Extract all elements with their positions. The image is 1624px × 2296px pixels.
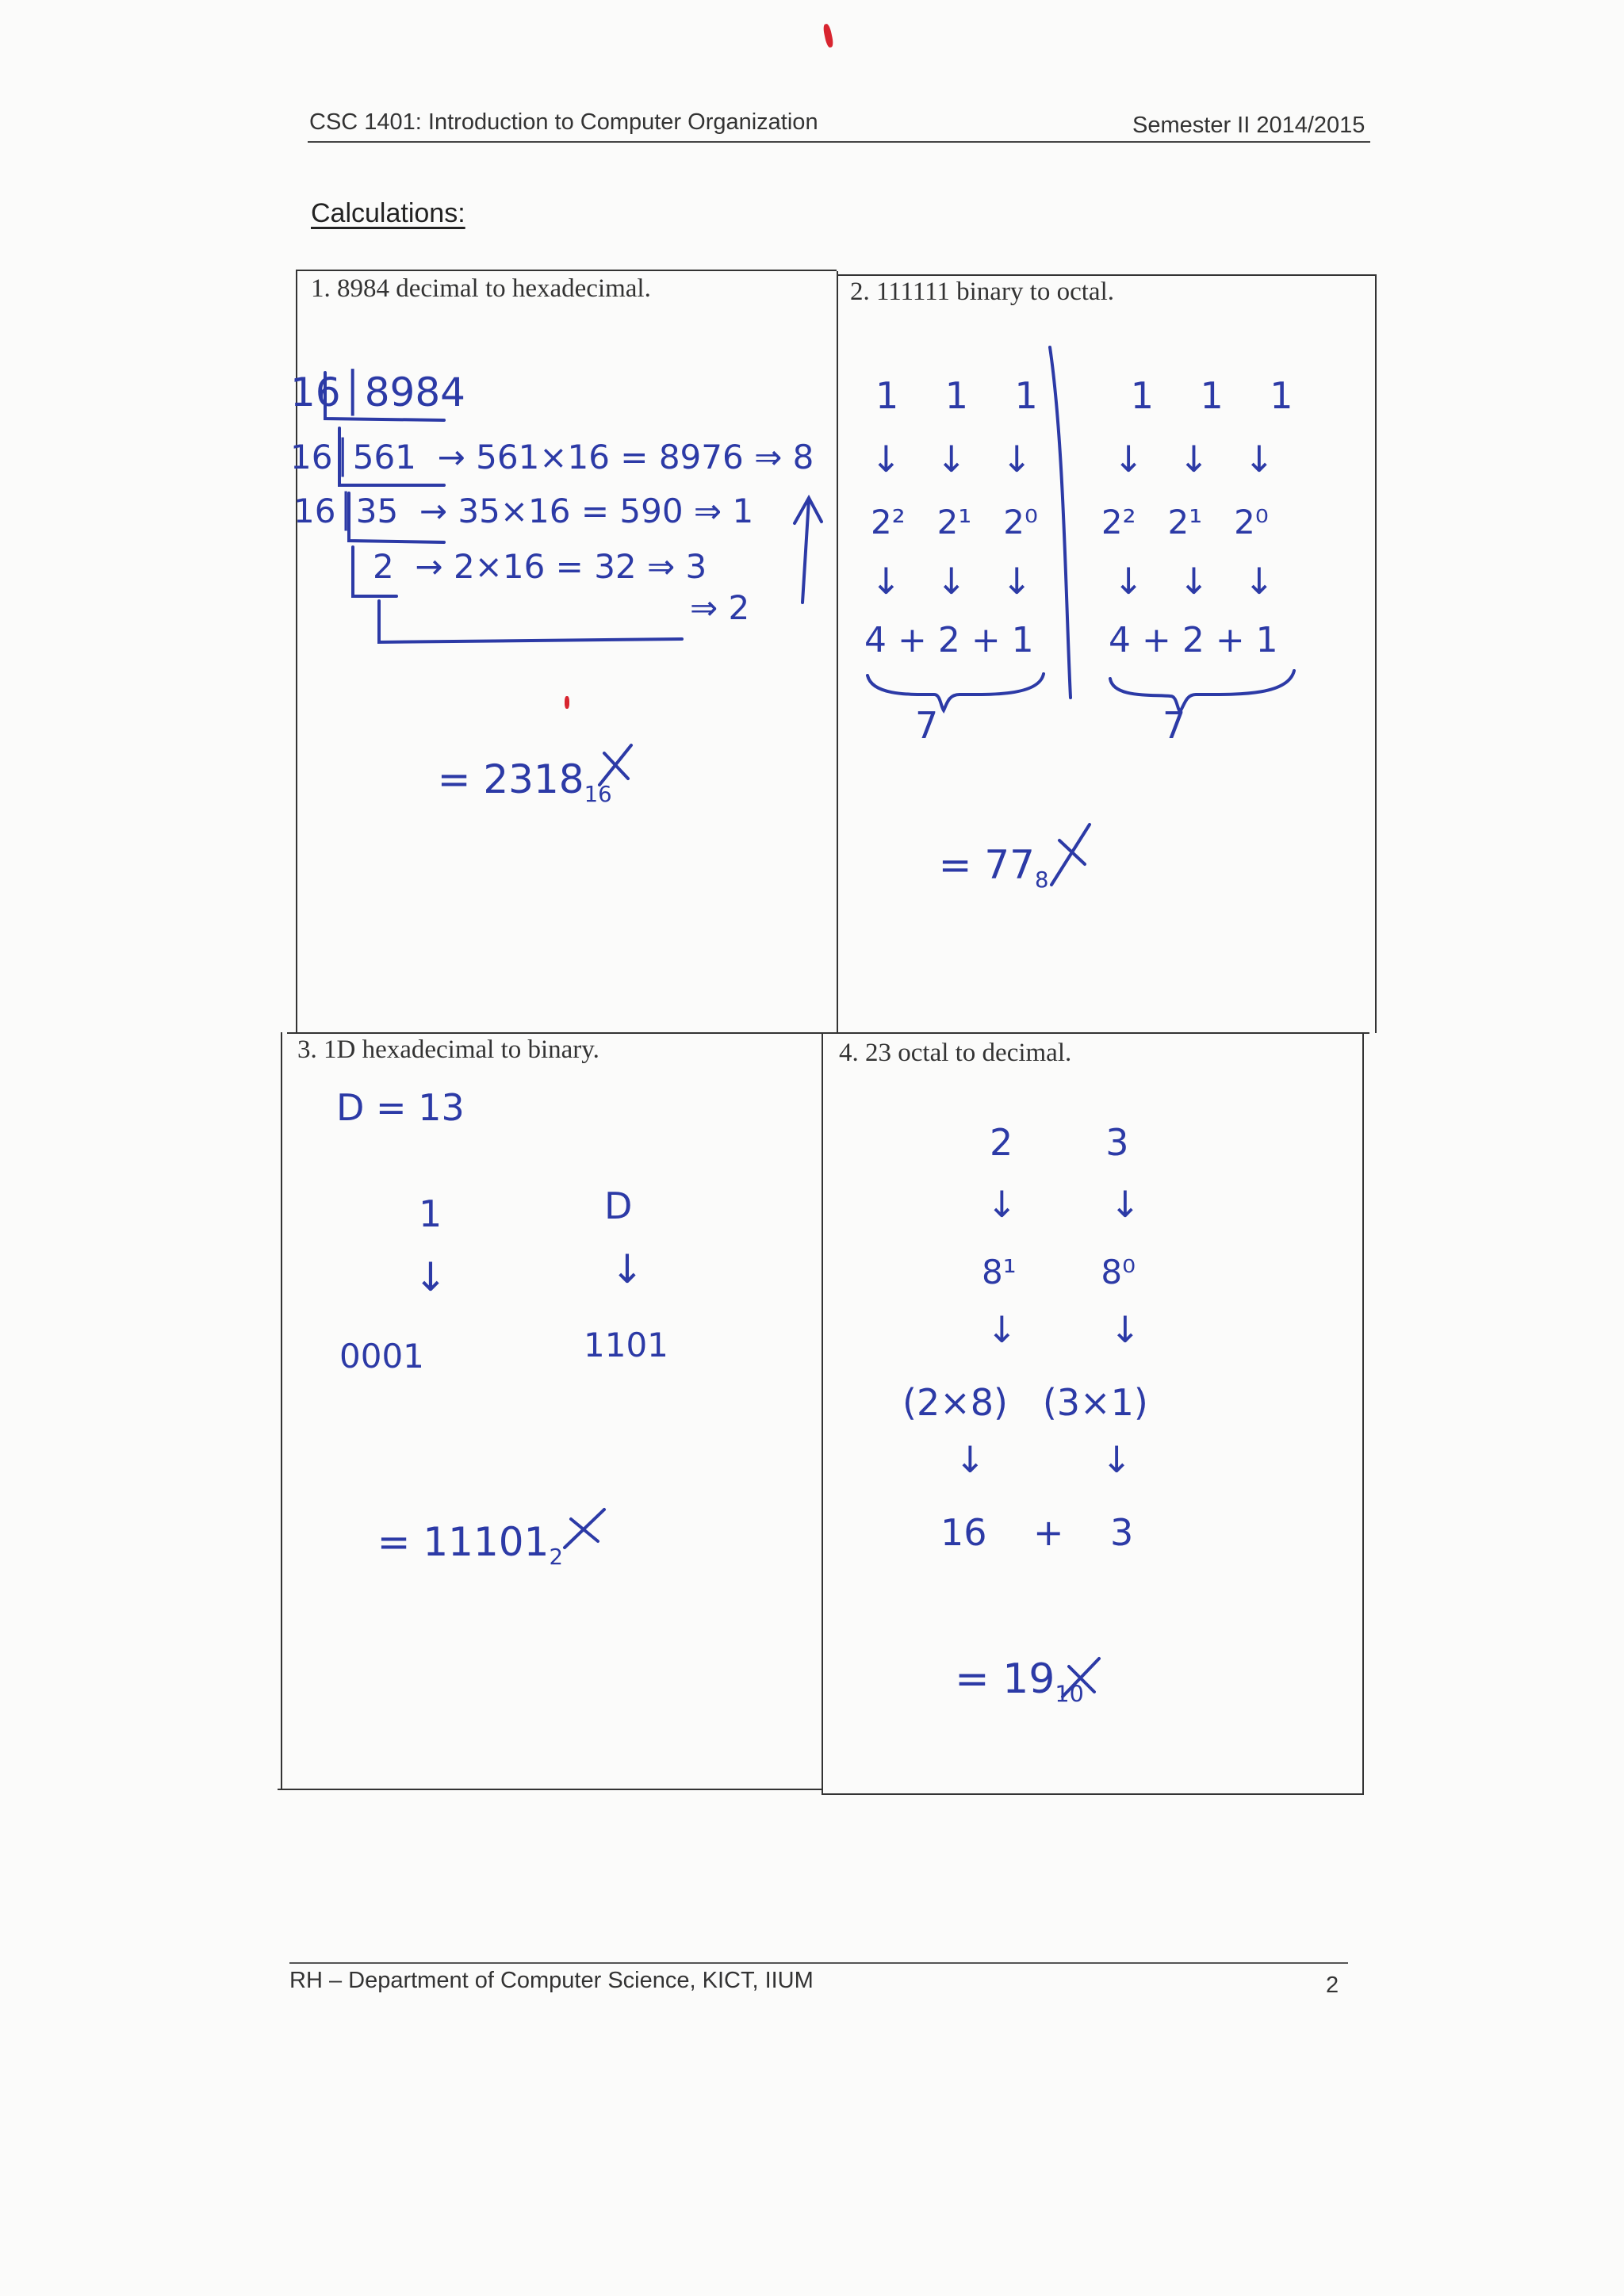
q2-powers: 2² 2¹ 2⁰ 2² 2¹ 2⁰ — [871, 503, 1269, 541]
footer-department: RH – Department of Computer Science, KICT, IIUM — [289, 1968, 814, 1993]
q2-answer — [888, 806, 1049, 932]
q3-right-arrow: ↓ — [611, 1246, 644, 1292]
q1-line-3: 16│35 → 35×16 = 590 ⇒ 1 — [293, 492, 754, 530]
q1-answer — [387, 720, 612, 846]
q2-group-right: 7 — [1162, 704, 1186, 747]
q3-left-arrow: ↓ — [414, 1254, 447, 1300]
grid-right-lower — [1362, 1032, 1364, 1795]
q3-right-bits: 1101 — [584, 1326, 668, 1364]
q2-answer-value: = 77 — [938, 842, 1035, 888]
q3-right-digit: D — [604, 1184, 633, 1227]
q2-sum-left: 4 + 2 + 1 — [864, 620, 1034, 660]
q1-answer-base: 16 — [584, 782, 612, 807]
grid-right-upper — [1375, 274, 1377, 1033]
q4-arrows-1: ↓ ↓ — [986, 1183, 1141, 1226]
q4-answer-base: 10 — [1055, 1680, 1084, 1708]
q2-sum-right: 4 + 2 + 1 — [1109, 620, 1278, 660]
red-dot-mark — [565, 696, 569, 709]
page-number: 2 — [1326, 1973, 1339, 1998]
q1-line-1: 16│8984 — [290, 369, 465, 415]
header-rule — [308, 141, 1370, 143]
q4-answer — [902, 1617, 1084, 1747]
q2-arrows-2: ↓ ↓ ↓ ↓ ↓ ↓ — [871, 560, 1275, 603]
grid-center-lower — [822, 1032, 823, 1793]
q2-digits: 1 1 1 1 1 1 — [875, 374, 1293, 417]
q3-left-digit: 1 — [419, 1192, 442, 1235]
grid-bottom-right — [822, 1793, 1363, 1795]
q2-answer-base: 8 — [1035, 867, 1049, 893]
question-2-label: 2. 111111 binary to octal. — [850, 277, 1114, 306]
q4-arrows-2: ↓ ↓ — [986, 1308, 1141, 1351]
question-1-label: 1. 8984 decimal to hexadecimal. — [311, 274, 651, 303]
q4-digits: 2 3 — [990, 1121, 1129, 1164]
q1-collect-line — [379, 601, 682, 642]
q1-line-4: 2 → 2×16 = 32 ⇒ 3 — [373, 547, 707, 586]
q4-terms: 16 + 3 — [940, 1511, 1134, 1554]
q1-up-arrow — [795, 498, 822, 603]
q3-answer-value: = 11101 — [377, 1519, 550, 1565]
q1-answer-value: = 2318 — [437, 756, 584, 802]
question-3-label: 3. 1D hexadecimal to binary. — [297, 1035, 599, 1064]
grid-bottom-left — [278, 1789, 822, 1790]
q4-products: (2×8) (3×1) — [902, 1381, 1148, 1424]
q4-answer-value: = 19 — [955, 1655, 1055, 1703]
q3-answer — [327, 1483, 563, 1609]
footer-rule — [289, 1962, 1348, 1964]
q3-left-bits: 0001 — [339, 1337, 424, 1376]
q3-note: D = 13 — [336, 1086, 465, 1129]
question-4-label: 4. 23 octal to decimal. — [839, 1039, 1072, 1067]
grid-center-upper — [837, 271, 838, 1033]
semester-label: Semester II 2014/2015 — [1132, 113, 1365, 138]
grid-top-left — [296, 270, 837, 271]
q2-group-left: 7 — [915, 704, 939, 747]
q2-brace-left — [868, 674, 1044, 710]
q2-answer-tick — [1051, 825, 1090, 885]
course-title: CSC 1401: Introduction to Computer Organization — [309, 109, 818, 135]
q1-line-5: ⇒ 2 — [690, 588, 750, 627]
section-title: Calculations: — [311, 198, 465, 228]
red-tick-mark — [822, 23, 834, 48]
q3-answer-base: 2 — [549, 1544, 563, 1570]
grid-middle — [287, 1032, 1369, 1034]
q3-answer-tick — [565, 1510, 604, 1548]
q4-arrows-3: ↓ ↓ — [955, 1438, 1132, 1481]
grid-left-lower — [281, 1032, 282, 1789]
q2-arrows: ↓ ↓ ↓ ↓ ↓ ↓ — [871, 438, 1275, 480]
q2-brace-right — [1110, 671, 1294, 712]
grid-top-right — [837, 274, 1376, 276]
q1-line-2: 16│561 → 561×16 = 8976 ⇒ 8 — [290, 438, 814, 476]
q4-powers: 8¹ 8⁰ — [982, 1253, 1136, 1292]
